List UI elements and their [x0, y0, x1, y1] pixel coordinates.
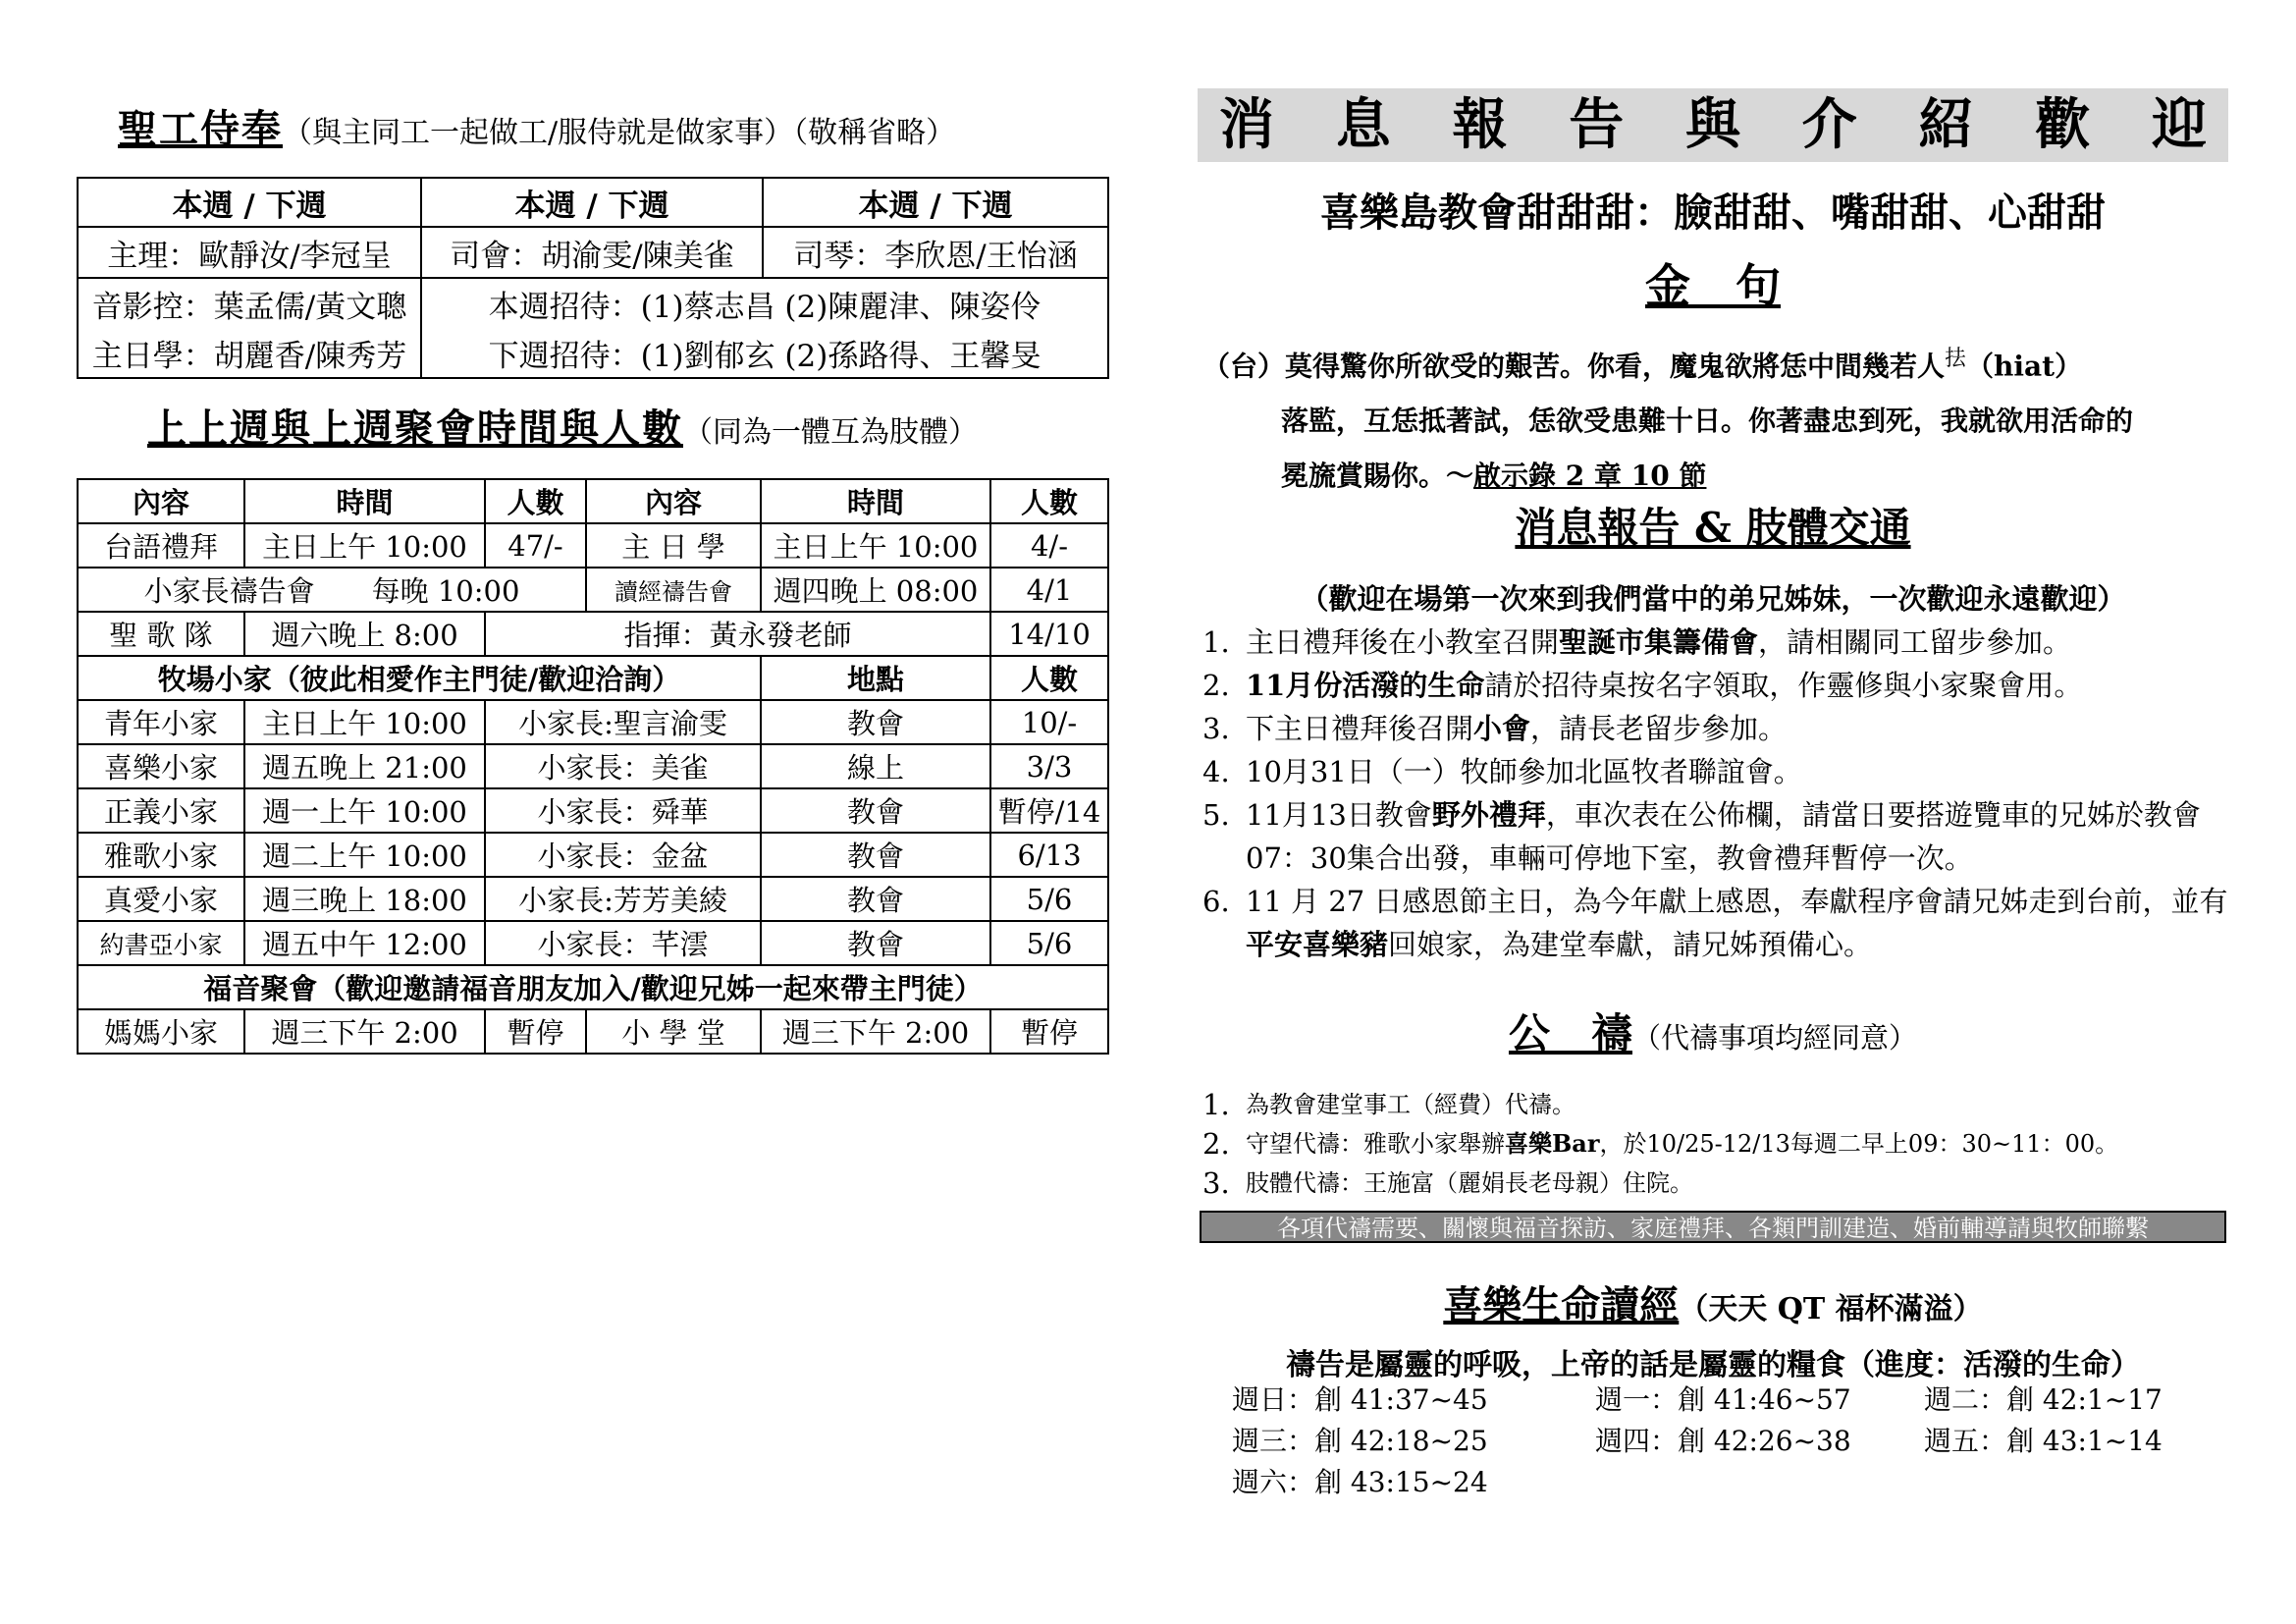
- table-cell: [78, 568, 586, 612]
- meeting-header-cell: 內容: [78, 479, 244, 523]
- reading-item: 週三：創 42:18~25: [1232, 1425, 1488, 1457]
- verse-line: [1202, 332, 2228, 394]
- item-number: 2.: [1202, 669, 1230, 702]
- item-text: 11月13日教會野外禮拜，車次表在公佈欄，請當日要搭遊覽車的兄姊於教會07：30集合出發，車輛可停地下室，教會禮拜暫停一次。: [1246, 798, 2201, 875]
- news-banner: [1198, 88, 2228, 162]
- reading-title: 喜樂生命讀經: [1443, 1282, 1680, 1328]
- duty-cell: 音影控：葉孟儒/黃文聰: [78, 278, 421, 328]
- verse-char: 抾: [1945, 347, 1967, 371]
- leaders-meeting-name: 小家長禱告會: [143, 574, 315, 608]
- banner-char: 紹: [1918, 92, 1974, 157]
- table-cell: 10/-: [990, 700, 1108, 744]
- table-cell: 教會: [761, 877, 990, 921]
- banner-char: 介: [1801, 92, 1857, 157]
- table-cell: 4/-: [990, 523, 1108, 568]
- table-cell: 週六晚上 8:00: [244, 612, 485, 656]
- prayer-list: [1202, 1085, 2228, 1203]
- table-row: [78, 612, 1108, 656]
- reading-item: 週二：創 42:1~17: [1924, 1383, 2163, 1416]
- banner-char: 報: [1452, 92, 1508, 157]
- reading-item: 週日：創 41:37~45: [1232, 1383, 1488, 1416]
- table-cell: 線上: [761, 744, 990, 788]
- table-cell: 3/3: [990, 744, 1108, 788]
- meeting-header-cell: 人數: [485, 479, 586, 523]
- list-item: [1202, 707, 2228, 750]
- table-cell: 週三下午 2:00: [244, 1009, 485, 1054]
- reading-motto: 禱告是屬靈的呼吸，上帝的話是屬靈的糧食（進度：活潑的生命）: [1286, 1348, 2140, 1382]
- item-number: 1.: [1202, 1088, 1230, 1121]
- meeting-table: [77, 478, 1109, 1055]
- item-number: 3.: [1202, 712, 1230, 745]
- meeting-header-cell: 人數: [990, 479, 1108, 523]
- item-text: 守望代禱：雅歌小家舉辦喜樂Bar，於10/25-12/13每週二早上09：30~11：00。: [1246, 1129, 2119, 1158]
- list-item: [1202, 880, 2228, 966]
- table-cell: 雅歌小家: [78, 833, 244, 877]
- table-cell: 週五中午 12:00: [244, 921, 485, 965]
- duty-cell: 本週招待：(1)蔡志昌 (2)陳麗津、陳姿伶: [421, 278, 1108, 328]
- verse-reference: 啟示錄 2 章 10 節: [1473, 460, 1707, 493]
- table-cell: 6/13: [990, 833, 1108, 877]
- reading-row: [1232, 1421, 2214, 1462]
- table-cell: 讀經禱告會: [586, 568, 761, 612]
- table-cell: 教會: [761, 921, 990, 965]
- item-text: 11月份活潑的生命請於招待桌按名字領取，作靈修與小家聚會用。: [1246, 669, 2083, 702]
- meeting-header-cell: 內容: [586, 479, 761, 523]
- prayer-subtitle: （代禱事項均經同意）: [1632, 1021, 1918, 1055]
- golden-verse: [1202, 332, 2228, 504]
- reading-item: 週六：創 43:15~24: [1232, 1466, 1488, 1498]
- table-cell: 教會: [761, 833, 990, 877]
- item-text: 主日禮拜後在小教室召開聖誕市集籌備會，請相關同工留步參加。: [1246, 625, 2072, 659]
- reading-heading: [1198, 1274, 2228, 1330]
- item-number: 6.: [1202, 885, 1230, 918]
- table-cell: 主日上午 10:00: [761, 523, 990, 568]
- item-text: 下主日禮拜後召開小會，請長老留步參加。: [1246, 712, 1788, 745]
- table-cell: 週三晚上 18:00: [244, 877, 485, 921]
- table-cell: 聖 歌 隊: [78, 612, 244, 656]
- table-cell: 暫停: [485, 1009, 586, 1054]
- table-cell: 地點: [761, 656, 990, 700]
- table-row: [78, 921, 1108, 965]
- table-cell: 青年小家: [78, 700, 244, 744]
- verse-text: 冕旒賞賜你。～: [1281, 460, 1474, 493]
- banner-char: 消: [1219, 92, 1274, 157]
- table-cell: 主 日 學: [586, 523, 761, 568]
- item-number: 5.: [1202, 798, 1230, 832]
- gospel-header-row: [78, 965, 1108, 1009]
- meeting-header-row: [78, 479, 1108, 523]
- table-cell: 暫停/14: [990, 788, 1108, 833]
- ministry-title: 聖工侍奉: [118, 106, 283, 152]
- table-cell: 人數: [990, 656, 1108, 700]
- table-cell: 5/6: [990, 877, 1108, 921]
- table-cell: 小家長：芊澐: [485, 921, 761, 965]
- reading-row: [1232, 1462, 2214, 1503]
- table-cell: 真愛小家: [78, 877, 244, 921]
- item-text: 為教會建堂事工（經費）代禱。: [1246, 1091, 1575, 1118]
- table-cell: 正義小家: [78, 788, 244, 833]
- table-cell: 週五晚上 21:00: [244, 744, 485, 788]
- table-cell: 週一上午 10:00: [244, 788, 485, 833]
- table-cell: 福音聚會（歡迎邀請福音朋友加入/歡迎兄姊一起來帶主門徒）: [78, 965, 1108, 1009]
- duty-row: [78, 278, 1108, 328]
- table-cell: 指揮：黃永發老師: [485, 612, 990, 656]
- table-row: [78, 1009, 1108, 1054]
- meeting-heading: [147, 398, 978, 454]
- table-row: [78, 833, 1108, 877]
- list-item: [1202, 793, 2228, 880]
- prayer-contact-note: 各項代禱需要、關懷與福音探訪、家庭禮拜、各類門訓建造、婚前輔導請與牧師聯繫: [1200, 1211, 2226, 1243]
- table-row: [78, 877, 1108, 921]
- golden-verse-title: 金 句: [1645, 259, 1781, 312]
- banner-char: 息: [1335, 92, 1391, 157]
- list-item: [1202, 664, 2228, 707]
- leaders-meeting-time: 每晚 10:00: [371, 574, 520, 608]
- duty-header-cell: 本週 / 下週: [763, 178, 1108, 227]
- verse-text: 莫得驚你所欲受的艱苦。你看，魔鬼欲將恁中間幾若人: [1285, 350, 1946, 383]
- reading-subtitle: （天天 QT 福杯滿溢）: [1679, 1292, 1983, 1326]
- duty-header-cell: 本週 / 下週: [421, 178, 763, 227]
- table-cell: 5/6: [990, 921, 1108, 965]
- duty-table: [77, 177, 1109, 379]
- duty-row: [78, 328, 1108, 378]
- table-cell: 4/1: [990, 568, 1108, 612]
- item-text: 肢體代禱：王施富（麗娟長老母親）住院。: [1246, 1169, 1693, 1197]
- table-cell: 教會: [761, 788, 990, 833]
- reading-row: [1232, 1380, 2214, 1421]
- duty-header-row: [78, 178, 1108, 227]
- table-cell: 小家長：美雀: [485, 744, 761, 788]
- banner-char: 與: [1685, 92, 1740, 157]
- news-title: 消息報告 & 肢體交通: [1515, 504, 1911, 552]
- table-cell: 喜樂小家: [78, 744, 244, 788]
- duty-cell: 下週招待：(1)劉郁玄 (2)孫路得、王馨旻: [421, 328, 1108, 378]
- table-cell: 媽媽小家: [78, 1009, 244, 1054]
- item-number: 4.: [1202, 755, 1230, 788]
- list-item: [1202, 1085, 2228, 1124]
- table-cell: 小家長:聖言渝雯: [485, 700, 761, 744]
- table-row: [78, 568, 1108, 612]
- table-row: [78, 788, 1108, 833]
- welcome-text: （歡迎在場第一次來到我們當中的弟兄姊妹，一次歡迎永遠歡迎）: [1300, 582, 2126, 616]
- duty-row: [78, 227, 1108, 278]
- ministry-subtitle: （與主同工一起做工/服侍就是做家事）（敬稱省略）: [283, 116, 956, 150]
- table-cell: 小家長:芳芳美綾: [485, 877, 761, 921]
- table-cell: 約書亞小家: [78, 921, 244, 965]
- verse-line: 落監，互恁抵著試，恁欲受患難十日。你著盡忠到死，我就欲用活命的: [1281, 405, 2134, 438]
- table-cell: 牧場小家（彼此相愛作主門徒/歡迎洽詢）: [78, 656, 761, 700]
- banner-char: 迎: [2152, 92, 2207, 157]
- table-cell: 47/-: [485, 523, 586, 568]
- item-text: 11 月 27 日感恩節主日，為今年獻上感恩，奉獻程序會請兄姊走到台前，並有平安喜樂豬回娘家，為建堂奉獻，請兄姊預備心。: [1246, 885, 2228, 961]
- table-cell: 主日上午 10:00: [244, 700, 485, 744]
- reading-item: 週一：創 41:46~57: [1595, 1383, 1851, 1416]
- verse-tag: （台）: [1202, 350, 1286, 383]
- meeting-header-cell: 時間: [244, 479, 485, 523]
- banner-char: 告: [1569, 92, 1625, 157]
- table-row: [78, 523, 1108, 568]
- meeting-subtitle: （同為一體互為肢體）: [683, 415, 978, 450]
- duty-header-cell: 本週 / 下週: [78, 178, 421, 227]
- verse-text: （hiat）: [1966, 350, 2083, 383]
- table-cell: 週四晚上 08:00: [761, 568, 990, 612]
- table-cell: 主日上午 10:00: [244, 523, 485, 568]
- item-number: 2.: [1202, 1127, 1230, 1161]
- table-cell: 教會: [761, 700, 990, 744]
- duty-cell: 司琴：李欣恩/王怡涵: [763, 227, 1108, 278]
- table-row: [78, 700, 1108, 744]
- list-item: [1202, 1124, 2228, 1164]
- meeting-header-cell: 時間: [761, 479, 990, 523]
- table-cell: 台語禮拜: [78, 523, 244, 568]
- reading-schedule: [1232, 1380, 2214, 1503]
- item-text: 10月31日（一）牧師參加北區牧者聯誼會。: [1246, 755, 1802, 788]
- table-cell: 小家長：金盆: [485, 833, 761, 877]
- duty-cell: 主理：歐靜汝/李冠呈: [78, 227, 421, 278]
- table-row: [78, 744, 1108, 788]
- item-number: 1.: [1202, 625, 1230, 659]
- reading-item: 週五：創 43:1~14: [1924, 1425, 2163, 1457]
- item-number: 3.: [1202, 1166, 1230, 1200]
- duty-cell: 主日學：胡麗香/陳秀芳: [78, 328, 421, 378]
- table-cell: 小家長：舜華: [485, 788, 761, 833]
- banner-char: 歡: [2035, 92, 2091, 157]
- smallgroup-header-row: [78, 656, 1108, 700]
- meeting-title: 上上週與上週聚會時間與人數: [147, 406, 683, 452]
- news-list: [1202, 621, 2228, 966]
- list-item: [1202, 750, 2228, 793]
- ministry-heading: [118, 98, 955, 154]
- reading-item: 週四：創 42:26~38: [1595, 1425, 1851, 1457]
- table-cell: 暫停: [990, 1009, 1108, 1054]
- table-cell: 小 學 堂: [586, 1009, 761, 1054]
- slogan: 喜樂島教會甜甜甜：臉甜甜、嘴甜甜、心甜甜: [1320, 189, 2106, 236]
- duty-cell: 司會：胡渝雯/陳美雀: [421, 227, 763, 278]
- table-cell: 週二上午 10:00: [244, 833, 485, 877]
- prayer-heading: [1198, 1001, 2228, 1060]
- prayer-title: 公 禱: [1508, 1009, 1632, 1057]
- list-item: [1202, 621, 2228, 664]
- table-cell: 週三下午 2:00: [761, 1009, 990, 1054]
- list-item: [1202, 1164, 2228, 1203]
- table-cell: 14/10: [990, 612, 1108, 656]
